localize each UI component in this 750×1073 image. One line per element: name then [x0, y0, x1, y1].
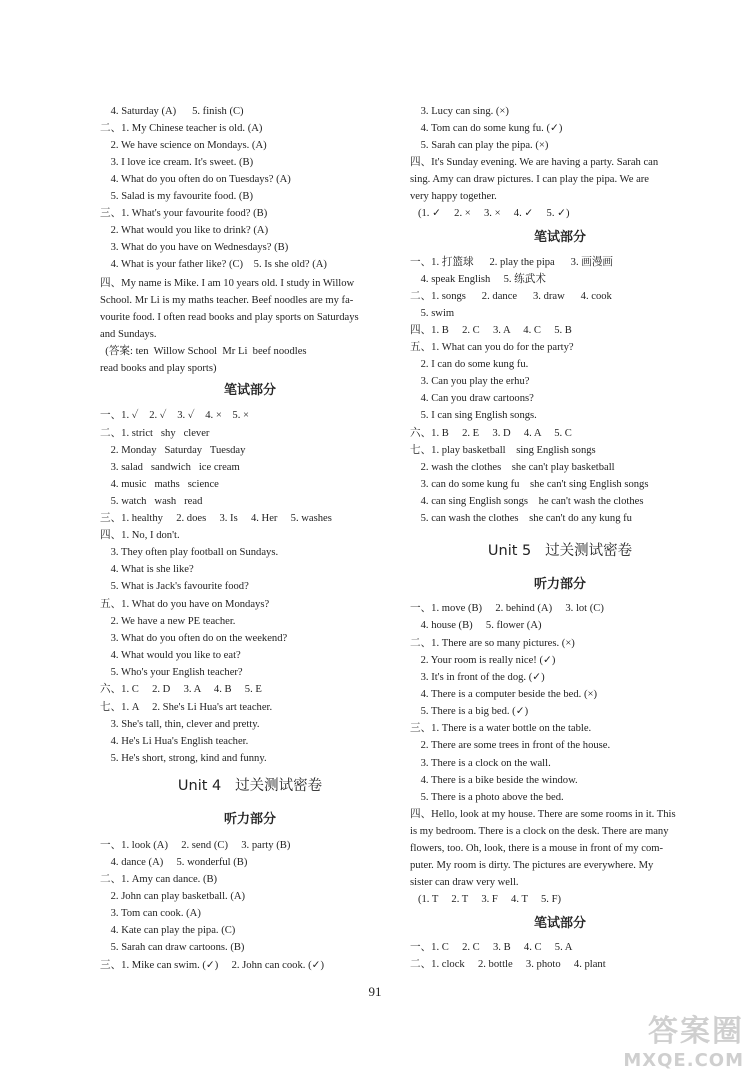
answer-line — [100, 700, 272, 716]
watermark-logo — [623, 1006, 744, 1071]
answer-line — [410, 138, 548, 154]
line-text: 笔试部分 — [533, 916, 586, 931]
line-text: 2. wash the clothes she can't play basketball — [410, 462, 615, 473]
line-text: 5. Sarah can play the pipa. (×) — [410, 140, 549, 151]
line-text: read books and play sports) — [100, 363, 217, 374]
line-text: 4. Saturday (A) 5. finish (C) — [100, 106, 244, 117]
answer-line — [410, 306, 454, 322]
line-text: puter. My room is dirty. The pictures are everywhere. My — [410, 860, 654, 871]
line-text: 一、1. 打篮球 2. play the pipa 3. 画漫画 — [410, 257, 614, 268]
answer-line — [410, 875, 519, 891]
line-text: 3. She's tall, thin, clever and pretty. — [100, 719, 260, 730]
answer-line — [410, 357, 528, 373]
line-text: 2. What would you like to drink? (A) — [100, 225, 269, 236]
answer-line — [100, 511, 332, 527]
line-text: 三、1. Mike can swim. (✓) 2. John can cook. (✓) — [100, 960, 324, 971]
answer-line — [100, 889, 245, 905]
line-text: 4. What is your father like? (C) 5. Is she old? (A) — [100, 259, 327, 270]
unit-heading — [410, 543, 710, 559]
answer-line — [410, 636, 575, 652]
answer-line — [100, 545, 278, 561]
line-text: 2. John can play basketball. (A) — [100, 891, 246, 902]
answer-line — [410, 618, 542, 634]
page-number: 91 — [368, 984, 382, 999]
line-text: (1. T 2. T 3. F 4. T 5. F) — [410, 894, 561, 905]
line-text: 4. music maths science — [100, 479, 219, 490]
line-text: 一、1. look (A) 2. send (C) 3. party (B) — [100, 840, 291, 851]
answer-line — [100, 940, 244, 956]
watermark-line-1: 答案圈 — [648, 1014, 744, 1049]
line-text: 4. Tom can do some kung fu. (✓) — [410, 123, 563, 134]
line-text: 六、1. B 2. E 3. D 4. A 5. C — [410, 428, 572, 439]
answer-line — [410, 391, 534, 407]
line-text: 3. I love ice cream. It's sweet. (B) — [100, 157, 254, 168]
answer-line — [410, 121, 562, 137]
answer-line — [410, 892, 561, 908]
answer-line — [410, 289, 612, 305]
answer-line — [100, 361, 217, 377]
line-text: 4. dance (A) 5. wonderful (B) — [100, 857, 248, 868]
line-text: 5. can wash the clothes she can't do any kung fu — [410, 513, 632, 524]
line-text: 3. can do some kung fu she can't sing English songs — [410, 479, 649, 490]
answer-line — [410, 426, 572, 442]
line-text: 3. salad sandwich ice cream — [100, 462, 240, 473]
answer-line — [100, 240, 288, 256]
watermark-line-2: MXQE.COM — [623, 1050, 744, 1071]
line-text: 2. We have a new PE teacher. — [100, 616, 236, 627]
answer-line — [100, 138, 267, 154]
line-text: 4. He's Li Hua's English teacher. — [100, 736, 249, 747]
answer-line — [100, 293, 353, 309]
line-text: 3. Can you play the erhu? — [410, 376, 530, 387]
answer-line — [100, 906, 201, 922]
answer-line — [410, 189, 497, 205]
answer-line — [410, 443, 596, 459]
answer-line — [100, 855, 247, 871]
line-text: 4. There is a computer beside the bed. (×) — [410, 689, 597, 700]
answer-line — [100, 734, 248, 750]
line-text: 3. They often play football on Sundays. — [100, 547, 279, 558]
line-text: very happy together. — [410, 191, 497, 202]
line-text: 4. Kate can play the pipa. (C) — [100, 925, 236, 936]
line-text: 四、1. B 2. C 3. A 4. C 5. B — [410, 325, 572, 336]
answer-line — [100, 426, 209, 442]
answer-line — [100, 648, 241, 664]
line-text: sing. Amy can draw pictures. I can play the pipa. We are — [410, 174, 649, 185]
answer-line — [410, 670, 545, 686]
line-text: 一、1. C 2. C 3. B 4. C 5. A — [410, 942, 573, 953]
line-text: 听力部分 — [533, 577, 586, 592]
line-text: 4. can sing English songs he can't wash the clothes — [410, 496, 644, 507]
line-text: 五、1. What do you have on Mondays? — [100, 599, 270, 610]
answer-line — [410, 104, 509, 120]
section-heading — [410, 916, 710, 932]
answer-line — [100, 682, 262, 698]
line-text: 笔试部分 — [533, 230, 586, 245]
answer-line — [100, 276, 354, 292]
unit-heading — [100, 778, 400, 794]
line-text: 四、It's Sunday evening. We are having a party. Sarah can — [410, 157, 659, 168]
section-heading — [100, 812, 400, 828]
line-text: 4. Can you draw cartoons? — [410, 393, 534, 404]
line-text: 3. Tom can cook. (A) — [100, 908, 201, 919]
line-text: 4. What would you like to eat? — [100, 650, 241, 661]
answer-line — [410, 460, 615, 476]
answer-line — [410, 738, 610, 754]
line-text: 二、1. There are so many pictures. (×) — [410, 638, 575, 649]
answer-line — [100, 155, 253, 171]
answer-line — [100, 838, 290, 854]
answer-line — [100, 717, 260, 733]
section-heading — [100, 383, 400, 399]
answer-line — [410, 601, 604, 617]
section-heading — [410, 577, 710, 593]
line-text: 七、1. A 2. She's Li Hua's art teacher. — [100, 702, 273, 713]
answer-line — [410, 653, 555, 669]
line-text: 3. Lucy can sing. (×) — [410, 106, 509, 117]
line-text: 4. What is she like? — [100, 564, 194, 575]
answer-line — [410, 841, 663, 857]
answer-line — [410, 323, 572, 339]
answer-line — [100, 460, 240, 476]
answer-line — [410, 155, 658, 171]
answer-line — [410, 255, 613, 271]
answer-line — [100, 257, 327, 273]
line-text: 5. I can sing English songs. — [410, 410, 537, 421]
answer-line — [100, 206, 267, 222]
line-text: 三、1. There is a water bottle on the table. — [410, 723, 592, 734]
line-text: 4. house (B) 5. flower (A) — [410, 620, 542, 631]
line-text: 二、1. songs 2. dance 3. draw 4. cook — [410, 291, 612, 302]
answer-line — [100, 597, 269, 613]
answer-line — [100, 189, 253, 205]
line-text: 3. What do you often do on the weekend? — [100, 633, 288, 644]
answer-line — [410, 790, 564, 806]
line-text: 二、1. strict shy clever — [100, 428, 210, 439]
line-text: 2. I can do some kung fu. — [410, 359, 529, 370]
line-text: 笔试部分 — [223, 383, 276, 398]
line-text: 一、1. move (B) 2. behind (A) 3. lot (C) — [410, 603, 604, 614]
answer-line — [410, 773, 578, 789]
line-text: Unit 5 过关测试密卷 — [487, 543, 633, 559]
answer-line — [410, 272, 546, 288]
line-text: 5. swim — [410, 308, 455, 319]
line-text: 4. There is a bike beside the window. — [410, 775, 578, 786]
answer-line — [100, 310, 359, 326]
answer-line — [100, 104, 244, 120]
line-text: School. Mr Li is my maths teacher. Beef noodles are my fa- — [100, 295, 354, 306]
line-text: 5. What is Jack's favourite food? — [100, 581, 249, 592]
line-text: 二、1. My Chinese teacher is old. (A) — [100, 123, 263, 134]
answer-line — [410, 511, 632, 527]
answer-line — [100, 665, 243, 681]
line-text: vourite food. I often read books and play sports on Saturdays — [100, 312, 359, 323]
line-text: 5. Who's your English teacher? — [100, 667, 243, 678]
line-text: 3. What do you have on Wednesdays? (B) — [100, 242, 289, 253]
answer-line — [100, 223, 268, 239]
answer-line — [410, 687, 597, 703]
line-text: (答案: ten Willow School Mr Li beef noodles — [100, 346, 307, 357]
answer-line — [410, 340, 574, 356]
line-text: 4. What do you often do on Tuesdays? (A) — [100, 174, 291, 185]
answer-line — [410, 374, 529, 390]
answer-line — [410, 408, 537, 424]
line-text: 一、1. ✓ 2. ✓ 3. ✓ 4. × 5. × — [100, 410, 249, 421]
line-text: Unit 4 过关测试密卷 — [177, 778, 323, 794]
line-text: and Sundays. — [100, 329, 157, 340]
answer-line — [100, 958, 324, 974]
answer-line — [410, 477, 648, 493]
answer-line — [100, 614, 235, 630]
line-text: 2. Monday Saturday Tuesday — [100, 445, 246, 456]
line-text: is my bedroom. There is a clock on the desk. There are many — [410, 826, 669, 837]
answer-line — [100, 121, 262, 137]
answer-line — [410, 940, 572, 956]
line-text: 二、1. clock 2. bottle 3. photo 4. plant — [410, 959, 606, 970]
line-text: 三、1. healthy 2. does 3. Is 4. Her 5. washes — [100, 513, 332, 524]
line-text: 5. Sarah can draw cartoons. (B) — [100, 942, 245, 953]
line-text: 四、Hello, look at my house. There are some rooms in it. This — [410, 809, 676, 820]
answer-line — [100, 408, 249, 424]
answer-line — [410, 494, 643, 510]
answer-line — [100, 344, 307, 360]
answer-line — [410, 957, 606, 973]
line-text: 二、1. Amy can dance. (B) — [100, 874, 218, 885]
answer-line — [410, 172, 649, 188]
answer-line — [100, 923, 235, 939]
line-text: 2. There are some trees in front of the house. — [410, 740, 611, 751]
line-text: 2. Your room is really nice! (✓) — [410, 655, 556, 666]
line-text: 3. It's in front of the dog. (✓) — [410, 672, 545, 683]
line-text: 六、1. C 2. D 3. A 4. B 5. E — [100, 684, 262, 695]
answer-line — [100, 872, 217, 888]
line-text: 五、1. What can you do for the party? — [410, 342, 574, 353]
line-text: 4. speak English 5. 练武术 — [410, 274, 546, 285]
answer-line — [410, 807, 676, 823]
line-text: 5. He's short, strong, kind and funny. — [100, 753, 267, 764]
line-text: 5. Salad is my favourite food. (B) — [100, 191, 253, 202]
answer-line — [100, 443, 245, 459]
section-heading — [410, 230, 710, 246]
answer-line — [410, 858, 653, 874]
line-text: 5. watch wash read — [100, 496, 203, 507]
answer-line — [410, 206, 570, 222]
line-text: flowers, too. Oh, look, there is a mouse in front of my com- — [410, 843, 664, 854]
answer-line — [100, 494, 202, 510]
answer-line — [100, 631, 287, 647]
line-text: sister can draw very well. — [410, 877, 519, 888]
answer-line — [100, 579, 249, 595]
answer-line — [100, 751, 267, 767]
line-text: 七、1. play basketball sing English songs — [410, 445, 596, 456]
line-text: (1. ✓ 2. × 3. × 4. ✓ 5. ✓) — [410, 208, 570, 219]
line-text: 听力部分 — [223, 812, 276, 827]
answer-line — [410, 721, 591, 737]
line-text: 3. There is a clock on the wall. — [410, 758, 551, 769]
answer-line — [100, 172, 291, 188]
answer-line — [410, 704, 528, 720]
answer-line — [410, 756, 551, 772]
answer-line — [410, 824, 669, 840]
answer-line — [100, 327, 157, 343]
line-text: 2. We have science on Mondays. (A) — [100, 140, 267, 151]
answer-line — [100, 477, 219, 493]
line-text: 5. There is a big bed. (✓) — [410, 706, 529, 717]
line-text: 三、1. What's your favourite food? (B) — [100, 208, 268, 219]
answer-line — [100, 528, 180, 544]
line-text: 5. There is a photo above the bed. — [410, 792, 564, 803]
line-text: 四、1. No, I don't. — [100, 530, 180, 541]
answer-line — [100, 562, 194, 578]
line-text: 四、My name is Mike. I am 10 years old. I study in Willow — [100, 278, 355, 289]
